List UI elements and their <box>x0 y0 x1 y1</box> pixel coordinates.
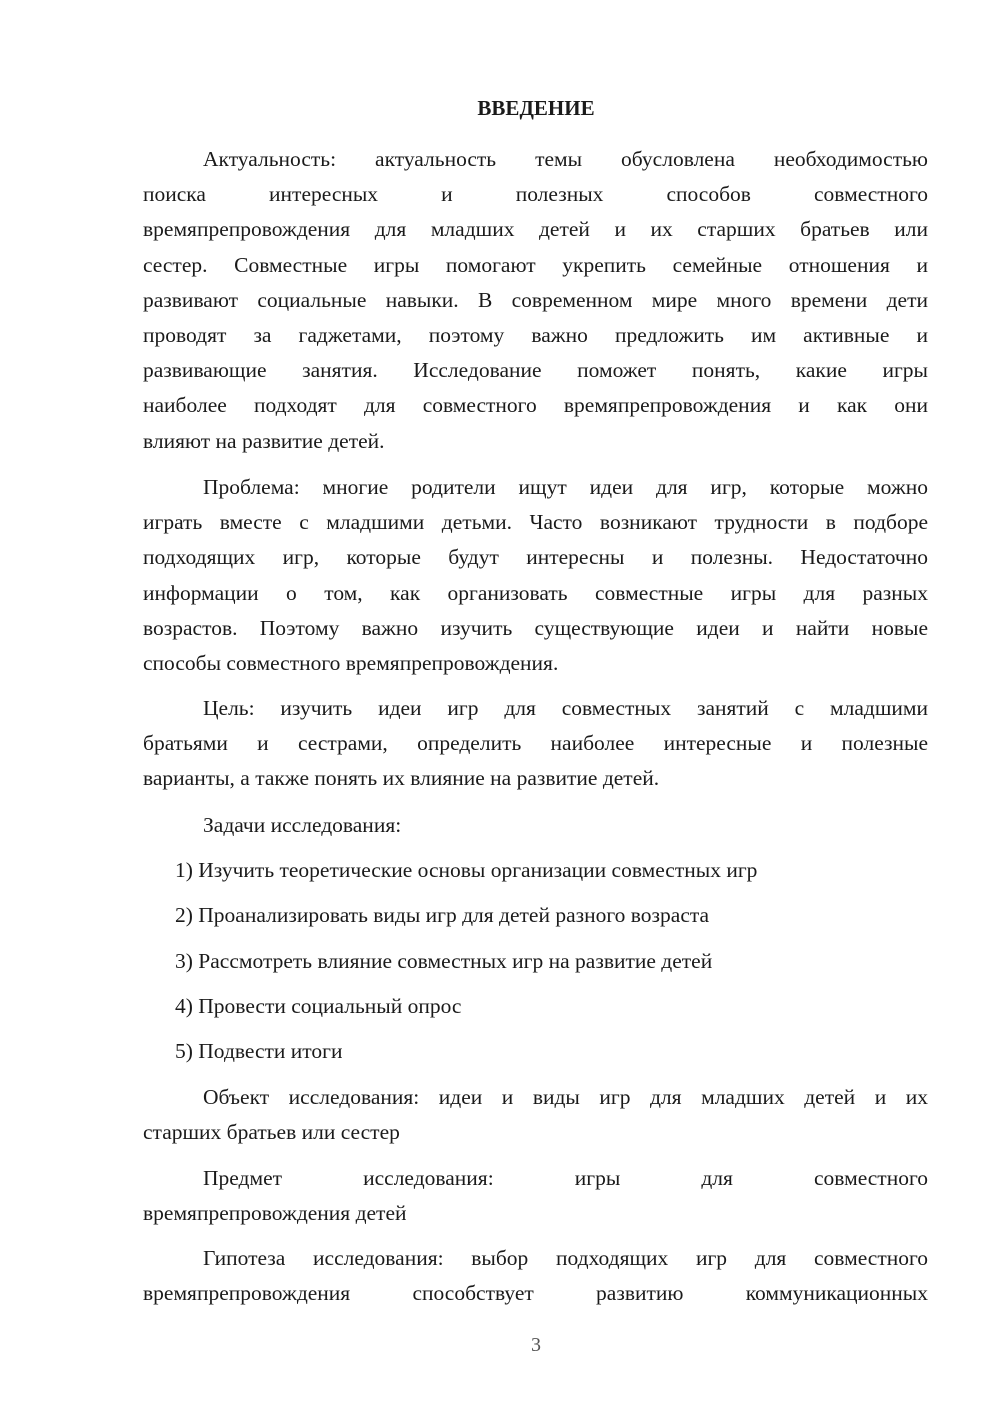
text-line: играть вместе с младшими детьми. Часто возникают трудности в подборе <box>143 510 928 535</box>
tasks-header: Задачи исследования: <box>203 813 402 837</box>
task-item: 4) Провести социальный опрос <box>175 993 462 1018</box>
text-line: старших братьев или сестер <box>143 1120 400 1145</box>
text-line: наиболее подходят для совместного времяпрепровождения и как они <box>143 393 928 418</box>
text-line: подходящих игр, которые будут интересны и полезны. Недостаточно <box>143 545 928 570</box>
text-line: Предмет исследования: игры для совместного <box>203 1166 928 1190</box>
text-line: способы совместного времяпрепровождения. <box>143 650 559 675</box>
text-line: варианты, а также понять их влияние на развитие детей. <box>143 766 660 791</box>
text-line: Объект исследования: идеи и виды игр для младших детей и их <box>203 1085 928 1109</box>
text-line: Гипотеза исследования: выбор подходящих игр для совместного <box>203 1246 928 1270</box>
text-line: проводят за гаджетами, поэтому важно предложить им активные и <box>143 322 928 347</box>
page-number: 3 <box>531 1334 541 1356</box>
text-line: времяпрепровождения детей <box>143 1201 407 1226</box>
task-item: 3) Рассмотреть влияние совместных игр на развитие детей <box>175 948 713 973</box>
text-line: Цель: изучить идеи игр для совместных занятий с младшими <box>203 696 928 720</box>
text-line: возрастов. Поэтому важно изучить существующие идеи и найти новые <box>143 615 928 640</box>
paragraph-goal <box>143 691 928 797</box>
task-item: 1) Изучить теоретические основы организации совместных игр <box>175 858 758 882</box>
page-title: ВВЕДЕНИЕ <box>477 96 595 120</box>
paragraph-problem <box>143 470 928 681</box>
tasks-section <box>143 808 928 843</box>
paragraph-object <box>143 1080 928 1150</box>
text-line: братьями и сестрами, определить наиболее интересные и полезные <box>143 731 928 756</box>
task-item: 2) Проанализировать виды игр для детей разного возраста <box>175 903 710 928</box>
text-line: развивающие занятия. Исследование поможет понять, какие игры <box>143 358 928 383</box>
text-line: информации о том, как организовать совместные игры для разных <box>143 580 928 605</box>
text-line: времяпрепровождения для младших детей и их старших братьев или <box>143 217 928 242</box>
tasks-list <box>143 853 928 1079</box>
text-line: Актуальность: актуальность темы обусловлена необходимостью <box>203 147 928 171</box>
text-line: поиска интересных и полезных способов совместного <box>143 182 928 207</box>
text-line: времяпрепровождения способствует развитию коммуникационных <box>143 1281 928 1306</box>
task-item: 5) Подвести итоги <box>175 1039 343 1064</box>
text-line: развивают социальные навыки. В современном мире много времени дети <box>143 287 928 312</box>
text-line: влияют на развитие детей. <box>143 428 385 453</box>
text-line: сестер. Совместные игры помогают укрепить семейные отношения и <box>143 252 928 277</box>
paragraph-hypothesis <box>143 1241 928 1311</box>
paragraph-relevance <box>143 142 928 459</box>
text-line: Проблема: многие родители ищут идеи для игр, которые можно <box>203 475 928 499</box>
paragraph-subject <box>143 1161 928 1231</box>
